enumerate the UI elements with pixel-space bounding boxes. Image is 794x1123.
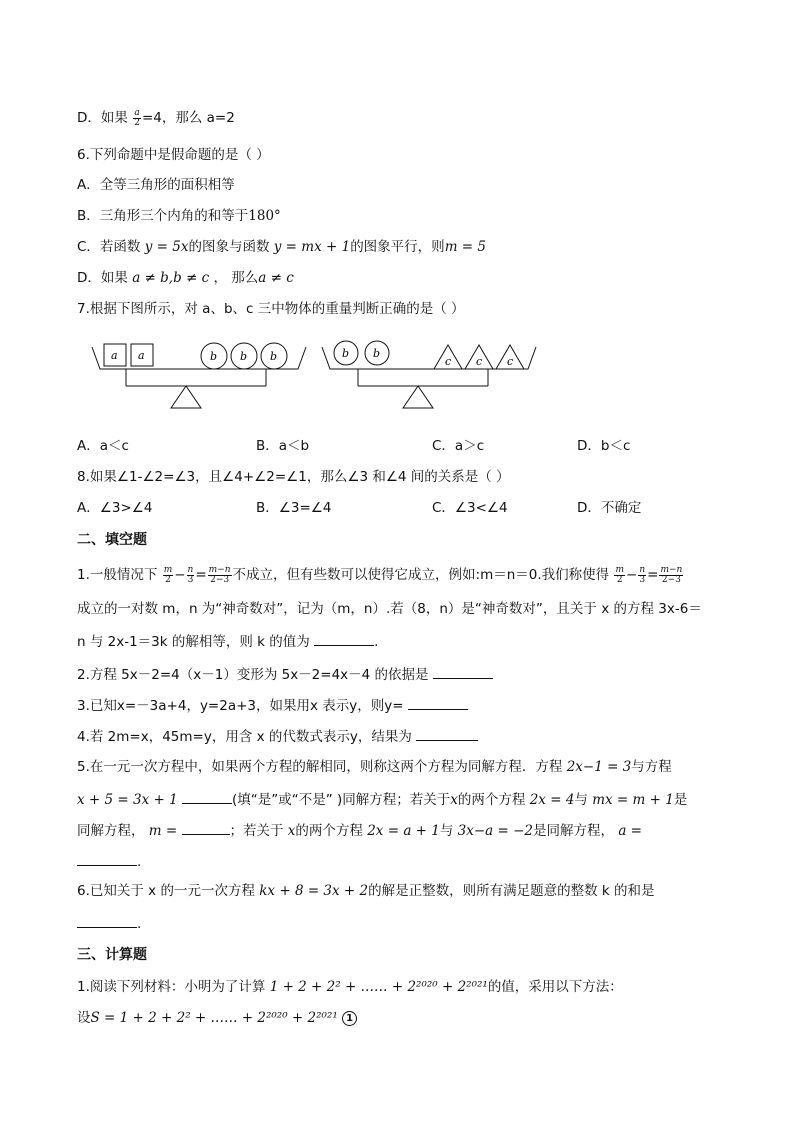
q5-option-d-prefix: D．如果 bbox=[77, 110, 128, 126]
q6-option-b: B．三角形三个内角的和等于180° bbox=[77, 208, 281, 224]
fill-2-blank[interactable] bbox=[433, 664, 493, 679]
q7-option-b: B．a＜b bbox=[256, 438, 310, 454]
q8-option-b: B．∠3=∠4 bbox=[256, 500, 332, 516]
fill-5-line-1: 5.在一元一次方程中，如果两个方程的解相同，则称这两个方程为同解方程．方程 2x−1 = 3与方程 bbox=[77, 759, 672, 775]
label-b-2: b bbox=[240, 350, 248, 363]
fulcrum-left bbox=[171, 386, 201, 408]
q7-option-d: D．b＜c bbox=[577, 438, 631, 454]
fill-6-blank[interactable] bbox=[77, 913, 137, 928]
q6-stem: 6.下列命题中是假命题的是（ ） bbox=[77, 147, 270, 163]
label-c-3: c bbox=[507, 355, 514, 368]
label-b-5: b bbox=[373, 347, 381, 360]
label-c-1: c bbox=[445, 355, 452, 368]
fill-3: 3.已知x=－3a+4，y=2a+3，如果用x 表示y，则y= bbox=[77, 695, 468, 716]
fill-5-line-4: . bbox=[77, 851, 141, 872]
section-3-title: 三、计算题 bbox=[77, 947, 147, 963]
q7-option-c: C．a＞c bbox=[432, 438, 485, 454]
fill-5-blank-2[interactable] bbox=[182, 820, 230, 835]
fill-1-line-2: 成立的一对数 m，n 为“神奇数对”，记为（m，n）.若（8，n）是“神奇数对”，且关于 x 的方程 3x-6＝ bbox=[77, 601, 702, 617]
q8-option-a: A．∠3>∠4 bbox=[77, 500, 153, 516]
fulcrum-right bbox=[403, 386, 433, 408]
q5-option-d-suffix: =4，那么 a=2 bbox=[141, 110, 235, 126]
q7-option-a: A．a＜c bbox=[77, 438, 129, 454]
fill-5-line-3: 同解方程， m = ；若关于 x的两个方程 2x = a + 1与 3x−a = −2是同解方程， a = bbox=[77, 820, 642, 841]
fill-5-line-2: x + 5 = 3x + 1 (填“是”或“不是” )同解方程；若关于x的两个方程 2x = 4与 mx = m + 1是 bbox=[77, 789, 687, 810]
label-b-4: b bbox=[342, 347, 350, 360]
q6-option-a: A．全等三角形的面积相等 bbox=[77, 177, 235, 193]
fill-1-line-3: n 与 2x-1＝3k 的解相等，则 k 的值为 . bbox=[77, 631, 378, 652]
label-b-1: b bbox=[210, 350, 218, 363]
fill-5-blank-3[interactable] bbox=[77, 851, 137, 866]
calc-1-line-1: 1.阅读下列材料：小明为了计算 1 + 2 + 2² + …… + 2²⁰²⁰ + 2²⁰²¹的值，采用以下方法： bbox=[77, 979, 623, 995]
label-a-1: a bbox=[111, 349, 118, 362]
q6-option-d: D．如果 a ≠ b,b ≠ c ， 那么a ≠ c bbox=[77, 270, 294, 286]
fill-1-blank[interactable] bbox=[314, 631, 374, 646]
q8-option-d: D．不确定 bbox=[577, 500, 642, 516]
fill-5-blank-1[interactable] bbox=[182, 789, 232, 804]
fill-6-line-2: . bbox=[77, 913, 141, 934]
calc-1-line-2: 设S = 1 + 2 + 2² + …… + 2²⁰²⁰ + 2²⁰²¹ 1 bbox=[77, 1008, 357, 1028]
q8-stem: 8.如果∠1-∠2=∠3，且∠4+∠2=∠1，那么∠3 和∠4 间的关系是（ ） bbox=[77, 469, 510, 485]
q8-option-c: C．∠3<∠4 bbox=[432, 500, 508, 516]
balance-figure bbox=[80, 335, 560, 415]
q7-stem: 7.根据下图所示，对 a、b、c 三中物体的重量判断正确的是（ ） bbox=[77, 301, 465, 317]
q6-option-c: C．若函数 y = 5x的图象与函数 y = mx + 1的图象平行，则m = 5 bbox=[77, 239, 486, 255]
circled-number-icon: 1 bbox=[342, 1011, 357, 1026]
fill-4-blank[interactable] bbox=[416, 726, 478, 741]
balance-right bbox=[322, 341, 536, 408]
q5-fraction: $\frac{a}{2}$ bbox=[134, 107, 140, 128]
q5-option-d bbox=[77, 108, 235, 128]
section-2-title: 二、填空题 bbox=[77, 532, 147, 548]
fill-4: 4.若 2m=x，45m=y，用含 x 的代数式表示y，结果为 bbox=[77, 726, 478, 747]
fill-6-line-1: 6.已知关于 x 的一元一次方程 kx + 8 = 3x + 2的解是正整数，则所有满足题意的整数 k 的和是 bbox=[77, 883, 655, 899]
fill-3-blank[interactable] bbox=[408, 695, 468, 710]
label-c-2: c bbox=[476, 355, 483, 368]
fill-2: 2.方程 5x－2=4（x－1）变形为 5x－2=4x－4 的依据是 bbox=[77, 664, 493, 685]
label-b-3: b bbox=[270, 350, 278, 363]
fill-1-line-1: 1.一般情况下 $\frac{m}{2}$ − $\frac{n}{3}$ = $\frac{m-n}{2-3}$ 不成立，但有些数可以使得它成立，例如:m＝n＝0.我们称使得 $\frac{m}{2}$ − $\frac{n}{3}$ = $\frac{m-n}{2-3}$ bbox=[77, 564, 683, 585]
label-a-2: a bbox=[138, 349, 145, 362]
